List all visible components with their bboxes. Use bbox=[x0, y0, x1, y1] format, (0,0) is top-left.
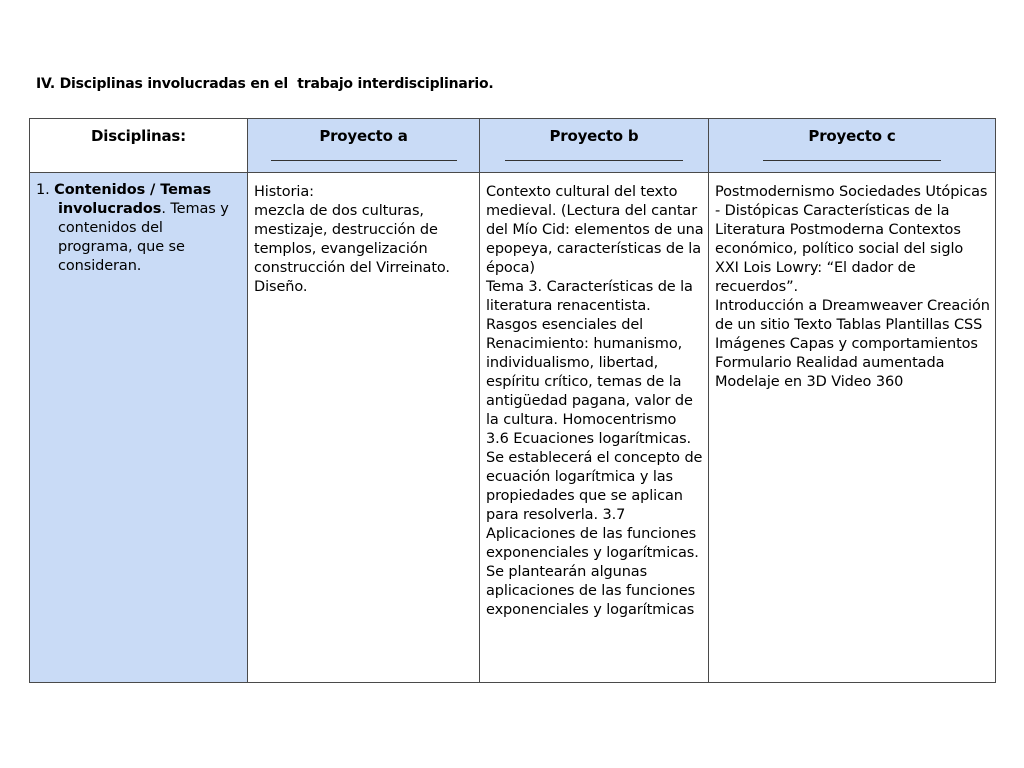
cell-proyecto-c bbox=[709, 173, 996, 683]
header-proyecto-c-label: Proyecto c bbox=[808, 127, 896, 145]
cell-proyecto-a bbox=[248, 173, 480, 683]
header-proyecto-b-label: Proyecto b bbox=[549, 127, 639, 145]
row-label-period: . bbox=[161, 201, 166, 217]
disciplines-table bbox=[29, 118, 996, 683]
header-proyecto-a-label: Proyecto a bbox=[319, 127, 408, 145]
row-label-prefix: 1. bbox=[36, 182, 55, 198]
proyecto-a-blank-line bbox=[271, 150, 457, 161]
proyecto-c-content: Postmodernismo Sociedades Utópicas - Distópicas Características de la Literatura Postmoderna Contextos económico, político social del siglo XXI Lois Lowry: “El dador de recuerdos”. Introducción a Dreamweaver Creación de un sitio Texto Tablas Plantillas CSS Imágenes Capas y comportamientos Formulario Realidad aumentada Modelaje en 3D Video 360 bbox=[715, 184, 990, 390]
table-row bbox=[30, 173, 996, 683]
header-proyecto-a bbox=[248, 119, 480, 173]
header-disciplinas-label: Disciplinas: bbox=[91, 127, 186, 145]
row-label-contenidos bbox=[30, 173, 248, 683]
row-label-description: Temas y contenidos del programa, que se consideran. bbox=[58, 201, 229, 274]
header-proyecto-b bbox=[480, 119, 709, 173]
proyecto-b-content: Contexto cultural del texto medieval. (Lectura del cantar del Mío Cid: elementos de una epopeya, características de la época) Tema 3. Características de la literatura renacentista. Rasgos esenciales del Renacimiento: humanismo, individualismo, libertad, espíritu crítico, temas de la antigüedad pagana, valor de la cultura. Homocentrismo 3.6 Ecuaciones logarítmicas. Se establecerá el concepto de ecuación logarítmica y las propiedades que se aplican para resolverla. 3.7 Aplicaciones de las funciones exponenciales y logarítmicas. Se plantearán algunas aplicaciones de las funciones exponenciales y logarítmicas bbox=[486, 184, 704, 618]
cell-proyecto-b bbox=[480, 173, 709, 683]
proyecto-c-blank-line bbox=[763, 150, 941, 161]
header-row bbox=[30, 119, 996, 173]
proyecto-a-content: Historia: mezcla de dos culturas, mestizaje, destrucción de templos, evangelización construcción del Virreinato. Diseño. bbox=[254, 184, 450, 295]
proyecto-b-blank-line bbox=[505, 150, 683, 161]
header-disciplinas bbox=[30, 119, 248, 173]
header-proyecto-c bbox=[709, 119, 996, 173]
section-title: IV. Disciplinas involucradas en el trabajo interdisciplinario. bbox=[36, 76, 494, 92]
row-label-bold-2: involucrados bbox=[58, 201, 162, 217]
row-label-bold-1: Contenidos / Temas bbox=[54, 182, 212, 198]
